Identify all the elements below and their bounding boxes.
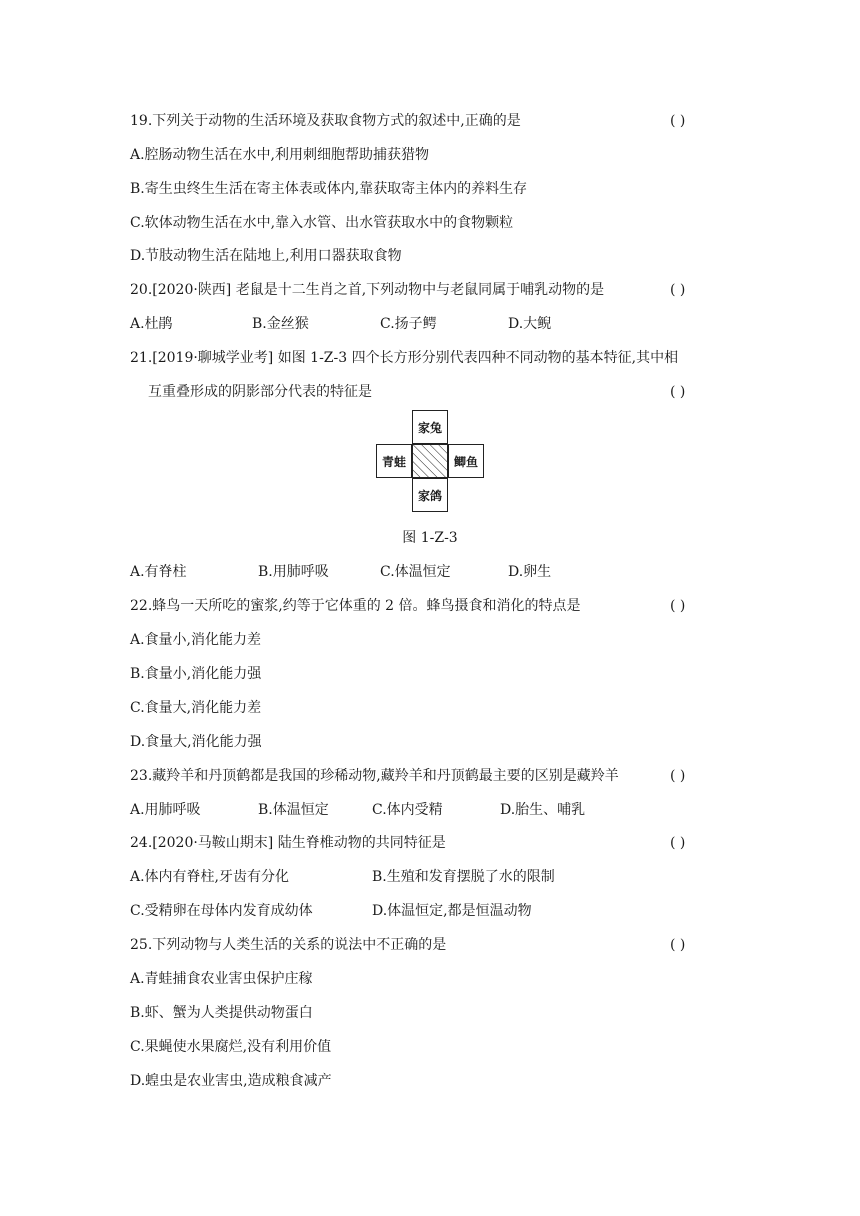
figure-1-z-3 bbox=[376, 410, 484, 512]
hatch-pattern-icon bbox=[413, 445, 447, 477]
question-19-option-a: A.腔肠动物生活在水中,利用刺细胞帮助捕获猎物 bbox=[130, 147, 430, 163]
question-24-option-b: B.生殖和发育摆脱了水的限制 bbox=[372, 869, 555, 885]
figure-shaded-overlap bbox=[412, 444, 448, 478]
answer-paren-25: ( ) bbox=[670, 937, 686, 953]
answer-paren-19: ( ) bbox=[670, 113, 686, 129]
question-22-option-a: A.食量小,消化能力差 bbox=[130, 632, 262, 648]
question-22-stem: 22.蜂鸟一天所吃的蜜浆,约等于它体重的 2 倍。蜂鸟摄食和消化的特点是 bbox=[130, 598, 581, 614]
answer-paren-23: ( ) bbox=[670, 768, 686, 784]
question-19-option-b: B.寄生虫终生生活在寄主体表或体内,靠获取寄主体内的养料生存 bbox=[130, 181, 528, 197]
question-20-option-a: A.杜鹃 bbox=[130, 316, 173, 332]
answer-paren-24: ( ) bbox=[670, 835, 686, 851]
answer-paren-22: ( ) bbox=[670, 598, 686, 614]
question-19-option-c: C.软体动物生活在水中,靠入水管、出水管获取水中的食物颗粒 bbox=[130, 215, 514, 231]
question-25-option-d: D.蝗虫是农业害虫,造成粮食减产 bbox=[130, 1073, 332, 1089]
question-21-option-d: D.卵生 bbox=[508, 564, 552, 580]
question-24-stem: 24.[2020·马鞍山期末] 陆生脊椎动物的共同特征是 bbox=[130, 835, 446, 851]
question-22-option-b: B.食量小,消化能力强 bbox=[130, 666, 262, 682]
question-21-option-a: A.有脊柱 bbox=[130, 564, 187, 580]
question-23-option-b: B.体温恒定 bbox=[258, 802, 329, 818]
question-22-option-c: C.食量大,消化能力差 bbox=[130, 700, 262, 716]
question-21-stem-line-2: 互重叠形成的阴影部分代表的特征是 bbox=[148, 384, 372, 400]
question-20-stem: 20.[2020·陕西] 老鼠是十二生肖之首,下列动物中与老鼠同属于哺乳动物的是 bbox=[130, 282, 605, 298]
question-20-option-d: D.大鲵 bbox=[508, 316, 552, 332]
figure-cell-right: 鲫鱼 bbox=[448, 444, 484, 478]
question-20-option-c: C.扬子鳄 bbox=[380, 316, 437, 332]
question-25-stem: 25.下列动物与人类生活的关系的说法中不正确的是 bbox=[130, 937, 447, 953]
question-23-stem: 23.藏羚羊和丹顶鹤都是我国的珍稀动物,藏羚羊和丹顶鹤最主要的区别是藏羚羊 bbox=[130, 768, 619, 784]
question-23-option-d: D.胎生、哺乳 bbox=[500, 802, 586, 818]
question-25-option-c: C.果蝇使水果腐烂,没有利用价值 bbox=[130, 1039, 332, 1055]
question-24-option-d: D.体温恒定,都是恒温动物 bbox=[372, 903, 532, 919]
question-19-stem: 19.下列关于动物的生活环境及获取食物方式的叙述中,正确的是 bbox=[130, 113, 521, 129]
question-22-option-d: D.食量大,消化能力强 bbox=[130, 734, 262, 750]
question-23-option-c: C.体内受精 bbox=[372, 802, 443, 818]
question-24-option-a: A.体内有脊柱,牙齿有分化 bbox=[130, 869, 290, 885]
question-21-option-c: C.体温恒定 bbox=[380, 564, 451, 580]
question-21-option-b: B.用肺呼吸 bbox=[258, 564, 329, 580]
answer-paren-20: ( ) bbox=[670, 282, 686, 298]
question-21-stem-line-1: 21.[2019·聊城学业考] 如图 1-Z-3 四个长方形分别代表四种不同动物的基本特征,其中相 bbox=[130, 350, 679, 366]
figure-cell-bottom: 家鸽 bbox=[412, 478, 448, 512]
question-19-option-d: D.节肢动物生活在陆地上,利用口器获取食物 bbox=[130, 248, 402, 264]
question-23-option-a: A.用肺呼吸 bbox=[130, 802, 201, 818]
figure-caption: 图 1-Z-3 bbox=[402, 530, 458, 546]
figure-cell-top: 家兔 bbox=[412, 410, 448, 444]
figure-cell-left: 青蛙 bbox=[376, 444, 412, 478]
question-24-option-c: C.受精卵在母体内发育成幼体 bbox=[130, 903, 313, 919]
question-25-option-b: B.虾、蟹为人类提供动物蛋白 bbox=[130, 1005, 313, 1021]
question-25-option-a: A.青蛙捕食农业害虫保护庄稼 bbox=[130, 971, 313, 987]
question-20-option-b: B.金丝猴 bbox=[252, 316, 309, 332]
answer-paren-21: ( ) bbox=[670, 384, 686, 400]
